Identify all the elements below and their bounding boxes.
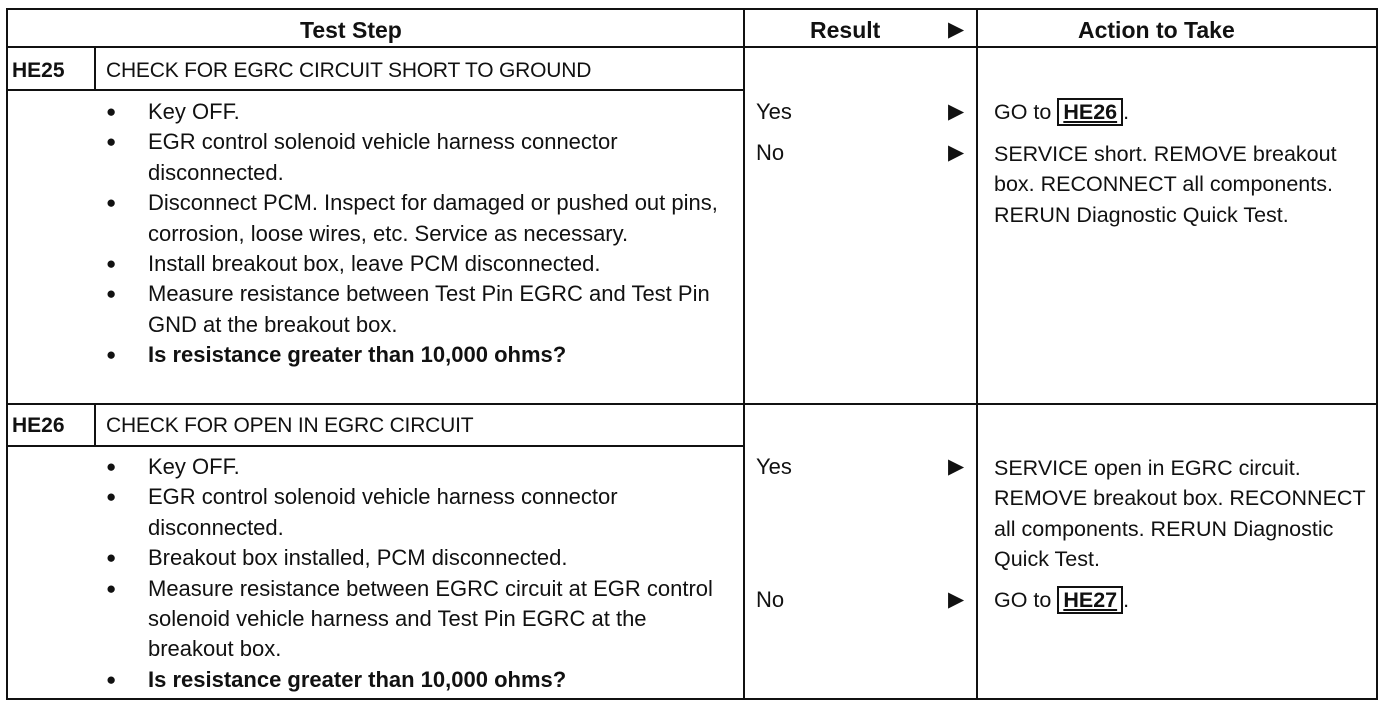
result-he25-yes: Yes (756, 99, 792, 124)
step-code-he26: HE26 (12, 414, 65, 437)
action-he25-yes (994, 97, 1374, 127)
action-prefix: GO to (994, 100, 1058, 124)
list-item: ● EGR control solenoid vehicle harness connector disconnected. (104, 127, 724, 188)
arrow-icon: ▶ (948, 141, 965, 164)
result-he26-no: No (756, 587, 785, 612)
step-title-he26: CHECK FOR OPEN IN EGRC CIRCUIT (106, 414, 474, 437)
list-item: ● Install breakout box, leave PCM disconnected. (104, 249, 724, 279)
code-column-rule-2 (94, 405, 96, 447)
code-column-rule (94, 48, 96, 91)
step-code-he25: HE25 (12, 59, 65, 82)
action-suffix: . (1123, 588, 1130, 612)
list-item: ● Is resistance greater than 10,000 ohms? (104, 665, 724, 695)
list-item: ● Measure resistance between Test Pin EGRC and Test Pin GND at the breakout box. (104, 279, 724, 340)
step-reference-he26[interactable]: HE26 (1057, 98, 1123, 126)
list-item: ● Measure resistance between EGRC circuit at EGR control solenoid vehicle harness and Test Pin EGRC at the breakout box. (104, 574, 724, 665)
step-reference-he27[interactable]: HE27 (1057, 586, 1123, 614)
action-suffix: . (1123, 100, 1130, 124)
step-he26-bullets (104, 452, 724, 695)
list-item: ● EGR control solenoid vehicle harness connector disconnected. (104, 482, 724, 543)
result-he26-yes: Yes (756, 454, 792, 479)
he25-title-rule (6, 89, 744, 91)
step-separator-rule (6, 403, 1378, 405)
header-test-step: Test Step (300, 17, 402, 43)
result-column-rule (743, 8, 745, 700)
step-he25-bullets (104, 97, 724, 371)
header-result: Result (810, 17, 881, 43)
arrow-icon: ▶ (948, 455, 965, 478)
action-prefix: GO to (994, 588, 1058, 612)
header-rule (6, 46, 1378, 48)
header-arrow-icon: ▶ (948, 18, 965, 41)
action-column-rule (976, 8, 978, 700)
list-item: ● Key OFF. (104, 97, 724, 127)
list-item: ● Disconnect PCM. Inspect for damaged or pushed out pins, corrosion, loose wires, etc. Service as necessary. (104, 188, 724, 249)
action-he26-no (994, 585, 1374, 615)
action-he25-no: SERVICE short. REMOVE breakout box. RECONNECT all components. RERUN Diagnostic Quick Test. (994, 142, 1337, 227)
action-he26-yes: SERVICE open in EGRC circuit. REMOVE breakout box. RECONNECT all components. RERUN Diagnostic Quick Test. (994, 456, 1366, 572)
result-he25-no: No (756, 140, 785, 165)
he26-title-rule (6, 445, 744, 447)
step-title-he25: CHECK FOR EGRC CIRCUIT SHORT TO GROUND (106, 59, 592, 82)
list-item: ● Is resistance greater than 10,000 ohms? (104, 340, 724, 370)
list-item: ● Breakout box installed, PCM disconnected. (104, 543, 724, 573)
arrow-icon: ▶ (948, 588, 965, 611)
arrow-icon: ▶ (948, 100, 965, 123)
header-action: Action to Take (1078, 17, 1235, 43)
list-item: ● Key OFF. (104, 452, 724, 482)
